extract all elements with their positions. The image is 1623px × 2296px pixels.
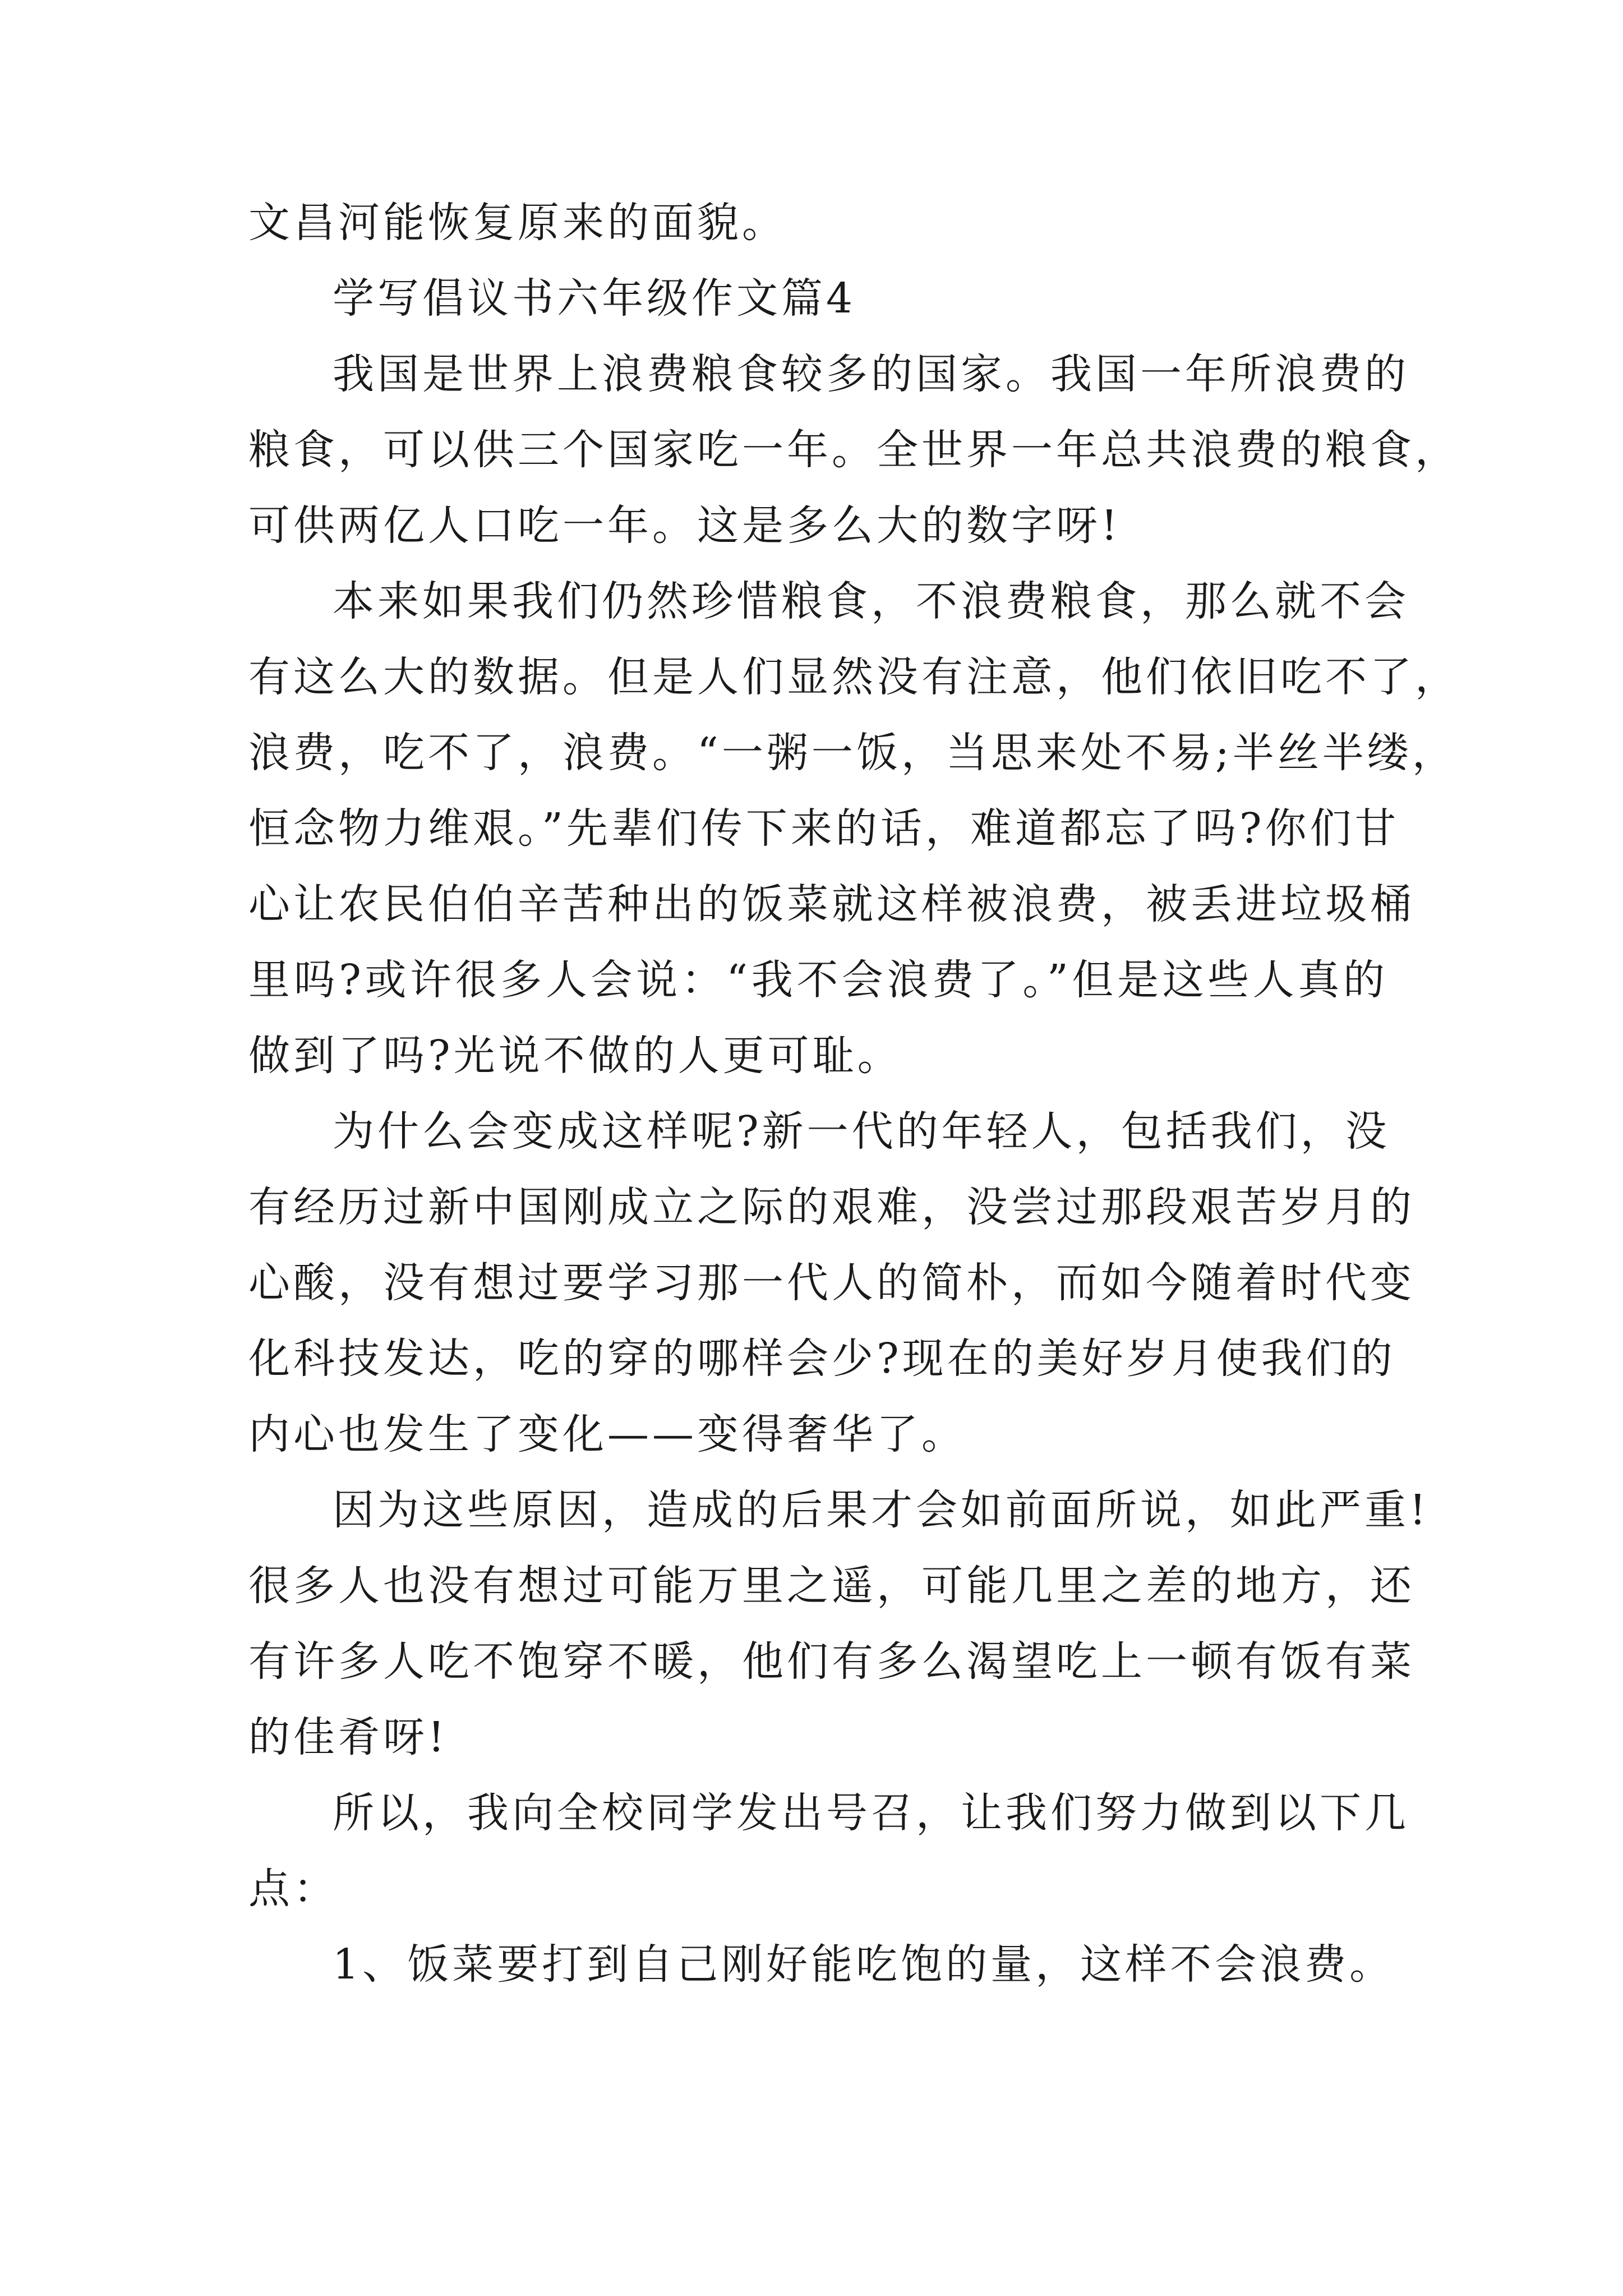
text-line: 心酸，没有想过要学习那一代人的简朴，而如今随着时代变 (248, 1259, 1415, 1307)
text-line: 浪费，吃不了，浪费。“一粥一饭，当思来处不易;半丝半缕， (248, 729, 1457, 777)
text-line: 文昌河能恢复原来的面貌。 (248, 199, 787, 247)
text-line: 本来如果我们仍然珍惜粮食，不浪费粮食，那么就不会 (333, 577, 1409, 625)
text-line: 有许多人吃不饱穿不暖，他们有多么渴望吃上一顿有饭有菜 (248, 1637, 1415, 1686)
text-line: 心让农民伯伯辛苦种出的饭菜就这样被浪费，被丢进垃圾桶 (248, 880, 1415, 928)
text-line: 做到了吗?光说不做的人更可耻。 (248, 1032, 902, 1080)
text-line: 可供两亿人口吃一年。这是多么大的数字呀! (248, 501, 1121, 550)
list-item: 1、饭菜要打到自己刚好能吃饱的量，这样不会浪费。 (333, 1940, 1395, 1989)
text-line: 化科技发达，吃的穿的哪样会少?现在的美好岁月使我们的 (248, 1335, 1396, 1383)
text-line: 有这么大的数据。但是人们显然没有注意，他们依旧吃不了， (248, 653, 1460, 701)
text-line: 恒念物力维艰。”先辈们传下来的话，难道都忘了吗?你们甘 (248, 804, 1400, 853)
text-line: 里吗?或许很多人会说：“我不会浪费了。”但是这些人真的 (248, 956, 1388, 1004)
text-line: 点： (248, 1865, 338, 1913)
text-line: 有经历过新中国刚成立之际的艰难，没尝过那段艰苦岁月的 (248, 1183, 1415, 1231)
text-line: 很多人也没有想过可能万里之遥，可能几里之差的地方，还 (248, 1562, 1415, 1610)
text-line: 所以，我向全校同学发出号召，让我们努力做到以下几 (333, 1789, 1409, 1837)
text-line: 我国是世界上浪费粮食较多的国家。我国一年所浪费的 (333, 350, 1409, 398)
text-line: 粮食，可以供三个国家吃一年。全世界一年总共浪费的粮食， (248, 426, 1460, 474)
text-line: 为什么会变成这样呢?新一代的年轻人，包括我们，没 (333, 1107, 1390, 1156)
article-body (248, 185, 1460, 2003)
text-line: 因为这些原因，造成的后果才会如前面所说，如此严重! (333, 1486, 1430, 1534)
text-line: 内心也发生了变化——变得奢华了。 (248, 1410, 966, 1458)
section-heading: 学写倡议书六年级作文篇4 (333, 274, 856, 323)
text-line: 的佳肴呀! (248, 1713, 448, 1761)
